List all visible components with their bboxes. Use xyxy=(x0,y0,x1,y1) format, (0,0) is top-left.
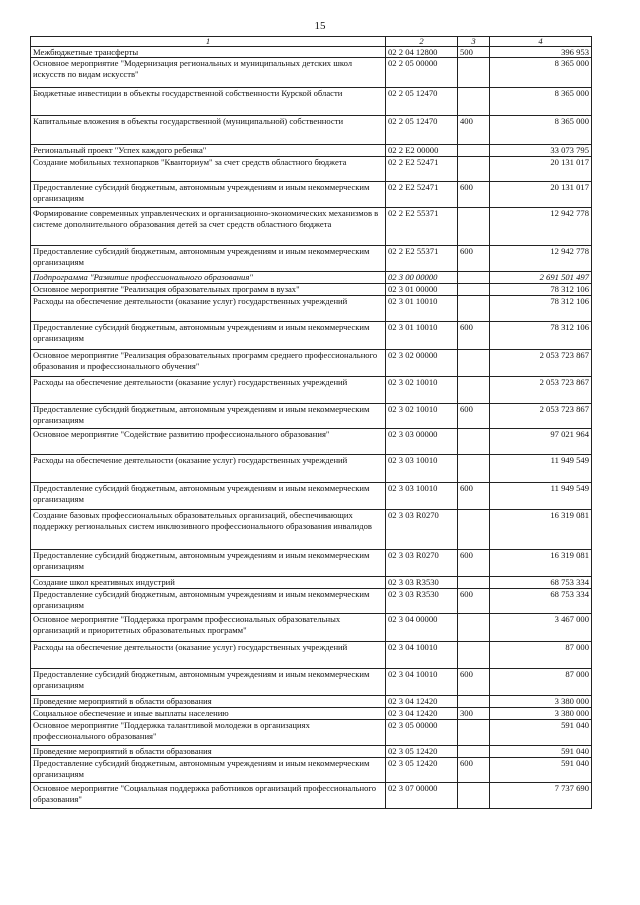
row-amount-cell: 3 467 000 xyxy=(490,614,592,642)
row-name-cell: Основное мероприятие "Реализация образовательных программ среднего профессионального образования и профессионального обучения" xyxy=(31,350,386,377)
table-row xyxy=(31,58,592,88)
row-amount-cell: 591 040 xyxy=(490,758,592,783)
row-amount-cell: 2 691 501 497 xyxy=(490,272,592,284)
row-expense-type-cell xyxy=(458,746,490,758)
table-row xyxy=(31,157,592,182)
row-expense-type-cell xyxy=(458,696,490,708)
row-amount-cell: 20 131 017 xyxy=(490,182,592,208)
row-expense-type-cell: 600 xyxy=(458,404,490,429)
header-col-4: 4 xyxy=(490,37,592,47)
row-expense-type-cell xyxy=(458,429,490,455)
table-row xyxy=(31,510,592,550)
table-row xyxy=(31,429,592,455)
row-name-cell: Капитальные вложения в объекты государственной (муниципальной) собственности xyxy=(31,116,386,145)
row-code-cell: 02 3 04 00000 xyxy=(386,614,458,642)
row-amount-cell: 87 000 xyxy=(490,669,592,696)
row-name-cell: Основное мероприятие "Поддержка программ профессиональных образовательных организаций и приоритетных образовательных программ" xyxy=(31,614,386,642)
table-row xyxy=(31,614,592,642)
table-row xyxy=(31,783,592,809)
row-amount-cell: 8 365 000 xyxy=(490,58,592,88)
row-amount-cell: 3 380 000 xyxy=(490,708,592,720)
table-row xyxy=(31,404,592,429)
row-amount-cell: 78 312 106 xyxy=(490,284,592,296)
table-row xyxy=(31,88,592,116)
row-name-cell: Расходы на обеспечение деятельности (оказание услуг) государственных учреждений xyxy=(31,642,386,669)
row-expense-type-cell xyxy=(458,783,490,809)
row-expense-type-cell: 600 xyxy=(458,669,490,696)
row-name-cell: Межбюджетные трансферты xyxy=(31,47,386,58)
page-number: 15 xyxy=(314,20,326,32)
header-col-1: 1 xyxy=(31,37,386,47)
row-amount-cell: 12 942 778 xyxy=(490,208,592,246)
header-col-2: 2 xyxy=(386,37,458,47)
row-code-cell: 02 2 E2 00000 xyxy=(386,145,458,157)
row-amount-cell: 2 053 723 867 xyxy=(490,350,592,377)
table-row xyxy=(31,696,592,708)
row-name-cell: Создание школ креативных индустрий xyxy=(31,577,386,589)
table-row xyxy=(31,455,592,483)
row-amount-cell: 2 053 723 867 xyxy=(490,377,592,404)
row-code-cell: 02 3 03 10010 xyxy=(386,455,458,483)
row-code-cell: 02 3 01 00000 xyxy=(386,284,458,296)
row-name-cell: Предоставление субсидий бюджетным, автономным учреждениям и иным некоммерческим организациям xyxy=(31,246,386,272)
row-code-cell: 02 2 05 12470 xyxy=(386,88,458,116)
row-amount-cell: 68 753 334 xyxy=(490,577,592,589)
row-code-cell: 02 3 04 10010 xyxy=(386,669,458,696)
row-name-cell: Формирование современных управленческих и организационно-экономических механизмов в системе дополнительного образования детей за счет средств областного бюджета xyxy=(31,208,386,246)
row-expense-type-cell xyxy=(458,296,490,322)
row-amount-cell: 16 319 081 xyxy=(490,550,592,577)
row-expense-type-cell: 600 xyxy=(458,246,490,272)
table-row xyxy=(31,708,592,720)
row-amount-cell: 16 319 081 xyxy=(490,510,592,550)
row-amount-cell: 68 753 334 xyxy=(490,589,592,614)
row-code-cell: 02 3 03 R3530 xyxy=(386,577,458,589)
row-amount-cell: 2 053 723 867 xyxy=(490,404,592,429)
row-code-cell: 02 2 E2 52471 xyxy=(386,182,458,208)
row-expense-type-cell: 500 xyxy=(458,47,490,58)
row-name-cell: Региональный проект "Успех каждого ребенка" xyxy=(31,145,386,157)
header-col-3: 3 xyxy=(458,37,490,47)
row-code-cell: 02 3 05 12420 xyxy=(386,746,458,758)
row-expense-type-cell xyxy=(458,272,490,284)
row-amount-cell: 591 040 xyxy=(490,720,592,746)
row-code-cell: 02 3 04 10010 xyxy=(386,642,458,669)
table-row xyxy=(31,746,592,758)
row-name-cell: Предоставление субсидий бюджетным, автономным учреждениям и иным некоммерческим организациям xyxy=(31,550,386,577)
row-expense-type-cell xyxy=(458,377,490,404)
row-expense-type-cell xyxy=(458,145,490,157)
table-row xyxy=(31,116,592,145)
row-expense-type-cell xyxy=(458,157,490,182)
row-expense-type-cell xyxy=(458,455,490,483)
row-expense-type-cell xyxy=(458,642,490,669)
row-code-cell: 02 3 04 12420 xyxy=(386,708,458,720)
row-name-cell: Социальное обеспечение и иные выплаты населению xyxy=(31,708,386,720)
table-row xyxy=(31,350,592,377)
table-row xyxy=(31,296,592,322)
table-row xyxy=(31,322,592,350)
row-code-cell: 02 2 05 00000 xyxy=(386,58,458,88)
row-amount-cell: 78 312 106 xyxy=(490,296,592,322)
row-code-cell: 02 3 07 00000 xyxy=(386,783,458,809)
row-expense-type-cell xyxy=(458,58,490,88)
table-row xyxy=(31,208,592,246)
row-expense-type-cell: 600 xyxy=(458,483,490,510)
row-code-cell: 02 3 03 00000 xyxy=(386,429,458,455)
row-amount-cell: 591 040 xyxy=(490,746,592,758)
row-name-cell: Предоставление субсидий бюджетным, автономным учреждениям и иным некоммерческим организациям xyxy=(31,483,386,510)
row-amount-cell: 8 365 000 xyxy=(490,116,592,145)
row-expense-type-cell: 600 xyxy=(458,758,490,783)
row-amount-cell: 33 073 795 xyxy=(490,145,592,157)
row-expense-type-cell xyxy=(458,284,490,296)
table-row xyxy=(31,720,592,746)
row-amount-cell: 3 380 000 xyxy=(490,696,592,708)
row-expense-type-cell: 400 xyxy=(458,116,490,145)
row-amount-cell: 396 953 xyxy=(490,47,592,58)
row-code-cell: 02 2 05 12470 xyxy=(386,116,458,145)
row-expense-type-cell xyxy=(458,208,490,246)
row-code-cell: 02 2 04 12800 xyxy=(386,47,458,58)
table-row xyxy=(31,483,592,510)
budget-table xyxy=(30,36,592,809)
row-name-cell: Расходы на обеспечение деятельности (оказание услуг) государственных учреждений xyxy=(31,455,386,483)
row-name-cell: Подпрограмма "Развитие профессионального образования" xyxy=(31,272,386,284)
row-code-cell: 02 2 E2 52471 xyxy=(386,157,458,182)
table-row xyxy=(31,550,592,577)
row-code-cell: 02 3 04 12420 xyxy=(386,696,458,708)
row-code-cell: 02 3 02 00000 xyxy=(386,350,458,377)
row-code-cell: 02 3 02 10010 xyxy=(386,404,458,429)
row-expense-type-cell xyxy=(458,88,490,116)
row-expense-type-cell xyxy=(458,720,490,746)
row-expense-type-cell: 600 xyxy=(458,322,490,350)
row-name-cell: Бюджетные инвестиции в объекты государственной собственности Курской области xyxy=(31,88,386,116)
row-name-cell: Предоставление субсидий бюджетным, автономным учреждениям и иным некоммерческим организациям xyxy=(31,758,386,783)
row-name-cell: Предоставление субсидий бюджетным, автономным учреждениям и иным некоммерческим организациям xyxy=(31,669,386,696)
row-amount-cell: 87 000 xyxy=(490,642,592,669)
table-row xyxy=(31,377,592,404)
row-expense-type-cell xyxy=(458,577,490,589)
table-row xyxy=(31,577,592,589)
row-amount-cell: 11 949 549 xyxy=(490,483,592,510)
table-row xyxy=(31,642,592,669)
table-row xyxy=(31,758,592,783)
budget-table-body xyxy=(31,37,592,809)
row-code-cell: 02 3 03 10010 xyxy=(386,483,458,510)
row-code-cell: 02 3 03 R0270 xyxy=(386,510,458,550)
row-code-cell: 02 2 E2 55371 xyxy=(386,246,458,272)
table-row xyxy=(31,246,592,272)
row-code-cell: 02 3 05 12420 xyxy=(386,758,458,783)
row-name-cell: Расходы на обеспечение деятельности (оказание услуг) государственных учреждений xyxy=(31,377,386,404)
row-amount-cell: 12 942 778 xyxy=(490,246,592,272)
row-amount-cell: 78 312 106 xyxy=(490,322,592,350)
table-row xyxy=(31,284,592,296)
row-code-cell: 02 3 05 00000 xyxy=(386,720,458,746)
table-row xyxy=(31,272,592,284)
row-name-cell: Основное мероприятие "Содействие развитию профессионального образования" xyxy=(31,429,386,455)
row-name-cell: Создание базовых профессиональных образовательных организаций, обеспечивающих поддержку региональных систем инклюзивного профессионального образования инвалидов xyxy=(31,510,386,550)
row-code-cell: 02 3 00 00000 xyxy=(386,272,458,284)
row-name-cell: Предоставление субсидий бюджетным, автономным учреждениям и иным некоммерческим организациям xyxy=(31,322,386,350)
row-name-cell: Предоставление субсидий бюджетным, автономным учреждениям и иным некоммерческим организациям xyxy=(31,182,386,208)
row-name-cell: Проведение мероприятий в области образования xyxy=(31,746,386,758)
row-name-cell: Проведение мероприятий в области образования xyxy=(31,696,386,708)
row-name-cell: Расходы на обеспечение деятельности (оказание услуг) государственных учреждений xyxy=(31,296,386,322)
row-code-cell: 02 2 E2 55371 xyxy=(386,208,458,246)
row-expense-type-cell: 600 xyxy=(458,589,490,614)
row-code-cell: 02 3 03 R3530 xyxy=(386,589,458,614)
row-amount-cell: 8 365 000 xyxy=(490,88,592,116)
row-expense-type-cell: 600 xyxy=(458,182,490,208)
row-expense-type-cell: 600 xyxy=(458,550,490,577)
row-code-cell: 02 3 03 R0270 xyxy=(386,550,458,577)
row-code-cell: 02 3 01 10010 xyxy=(386,296,458,322)
row-name-cell: Основное мероприятие "Поддержка талантливой молодежи в организациях профессионального образования" xyxy=(31,720,386,746)
row-name-cell: Создание мобильных технопарков "Кванториум" за счет средств областного бюджета xyxy=(31,157,386,182)
row-amount-cell: 11 949 549 xyxy=(490,455,592,483)
row-expense-type-cell xyxy=(458,510,490,550)
row-name-cell: Предоставление субсидий бюджетным, автономным учреждениям и иным некоммерческим организациям xyxy=(31,589,386,614)
row-expense-type-cell xyxy=(458,614,490,642)
row-expense-type-cell: 300 xyxy=(458,708,490,720)
table-row xyxy=(31,589,592,614)
row-amount-cell: 7 737 690 xyxy=(490,783,592,809)
row-expense-type-cell xyxy=(458,350,490,377)
row-name-cell: Предоставление субсидий бюджетным, автономным учреждениям и иным некоммерческим организациям xyxy=(31,404,386,429)
row-amount-cell: 20 131 017 xyxy=(490,157,592,182)
table-row xyxy=(31,669,592,696)
table-row xyxy=(31,145,592,157)
table-row xyxy=(31,182,592,208)
row-name-cell: Основное мероприятие "Реализация образовательных программ в вузах" xyxy=(31,284,386,296)
table-header-row xyxy=(31,37,592,47)
row-amount-cell: 97 021 964 xyxy=(490,429,592,455)
row-name-cell: Основное мероприятие "Социальная поддержка работников организаций профессионального образования" xyxy=(31,783,386,809)
row-code-cell: 02 3 01 10010 xyxy=(386,322,458,350)
row-name-cell: Основное мероприятие "Модернизация региональных и муниципальных детских школ искусств по видам искусств" xyxy=(31,58,386,88)
table-row xyxy=(31,47,592,58)
row-code-cell: 02 3 02 10010 xyxy=(386,377,458,404)
